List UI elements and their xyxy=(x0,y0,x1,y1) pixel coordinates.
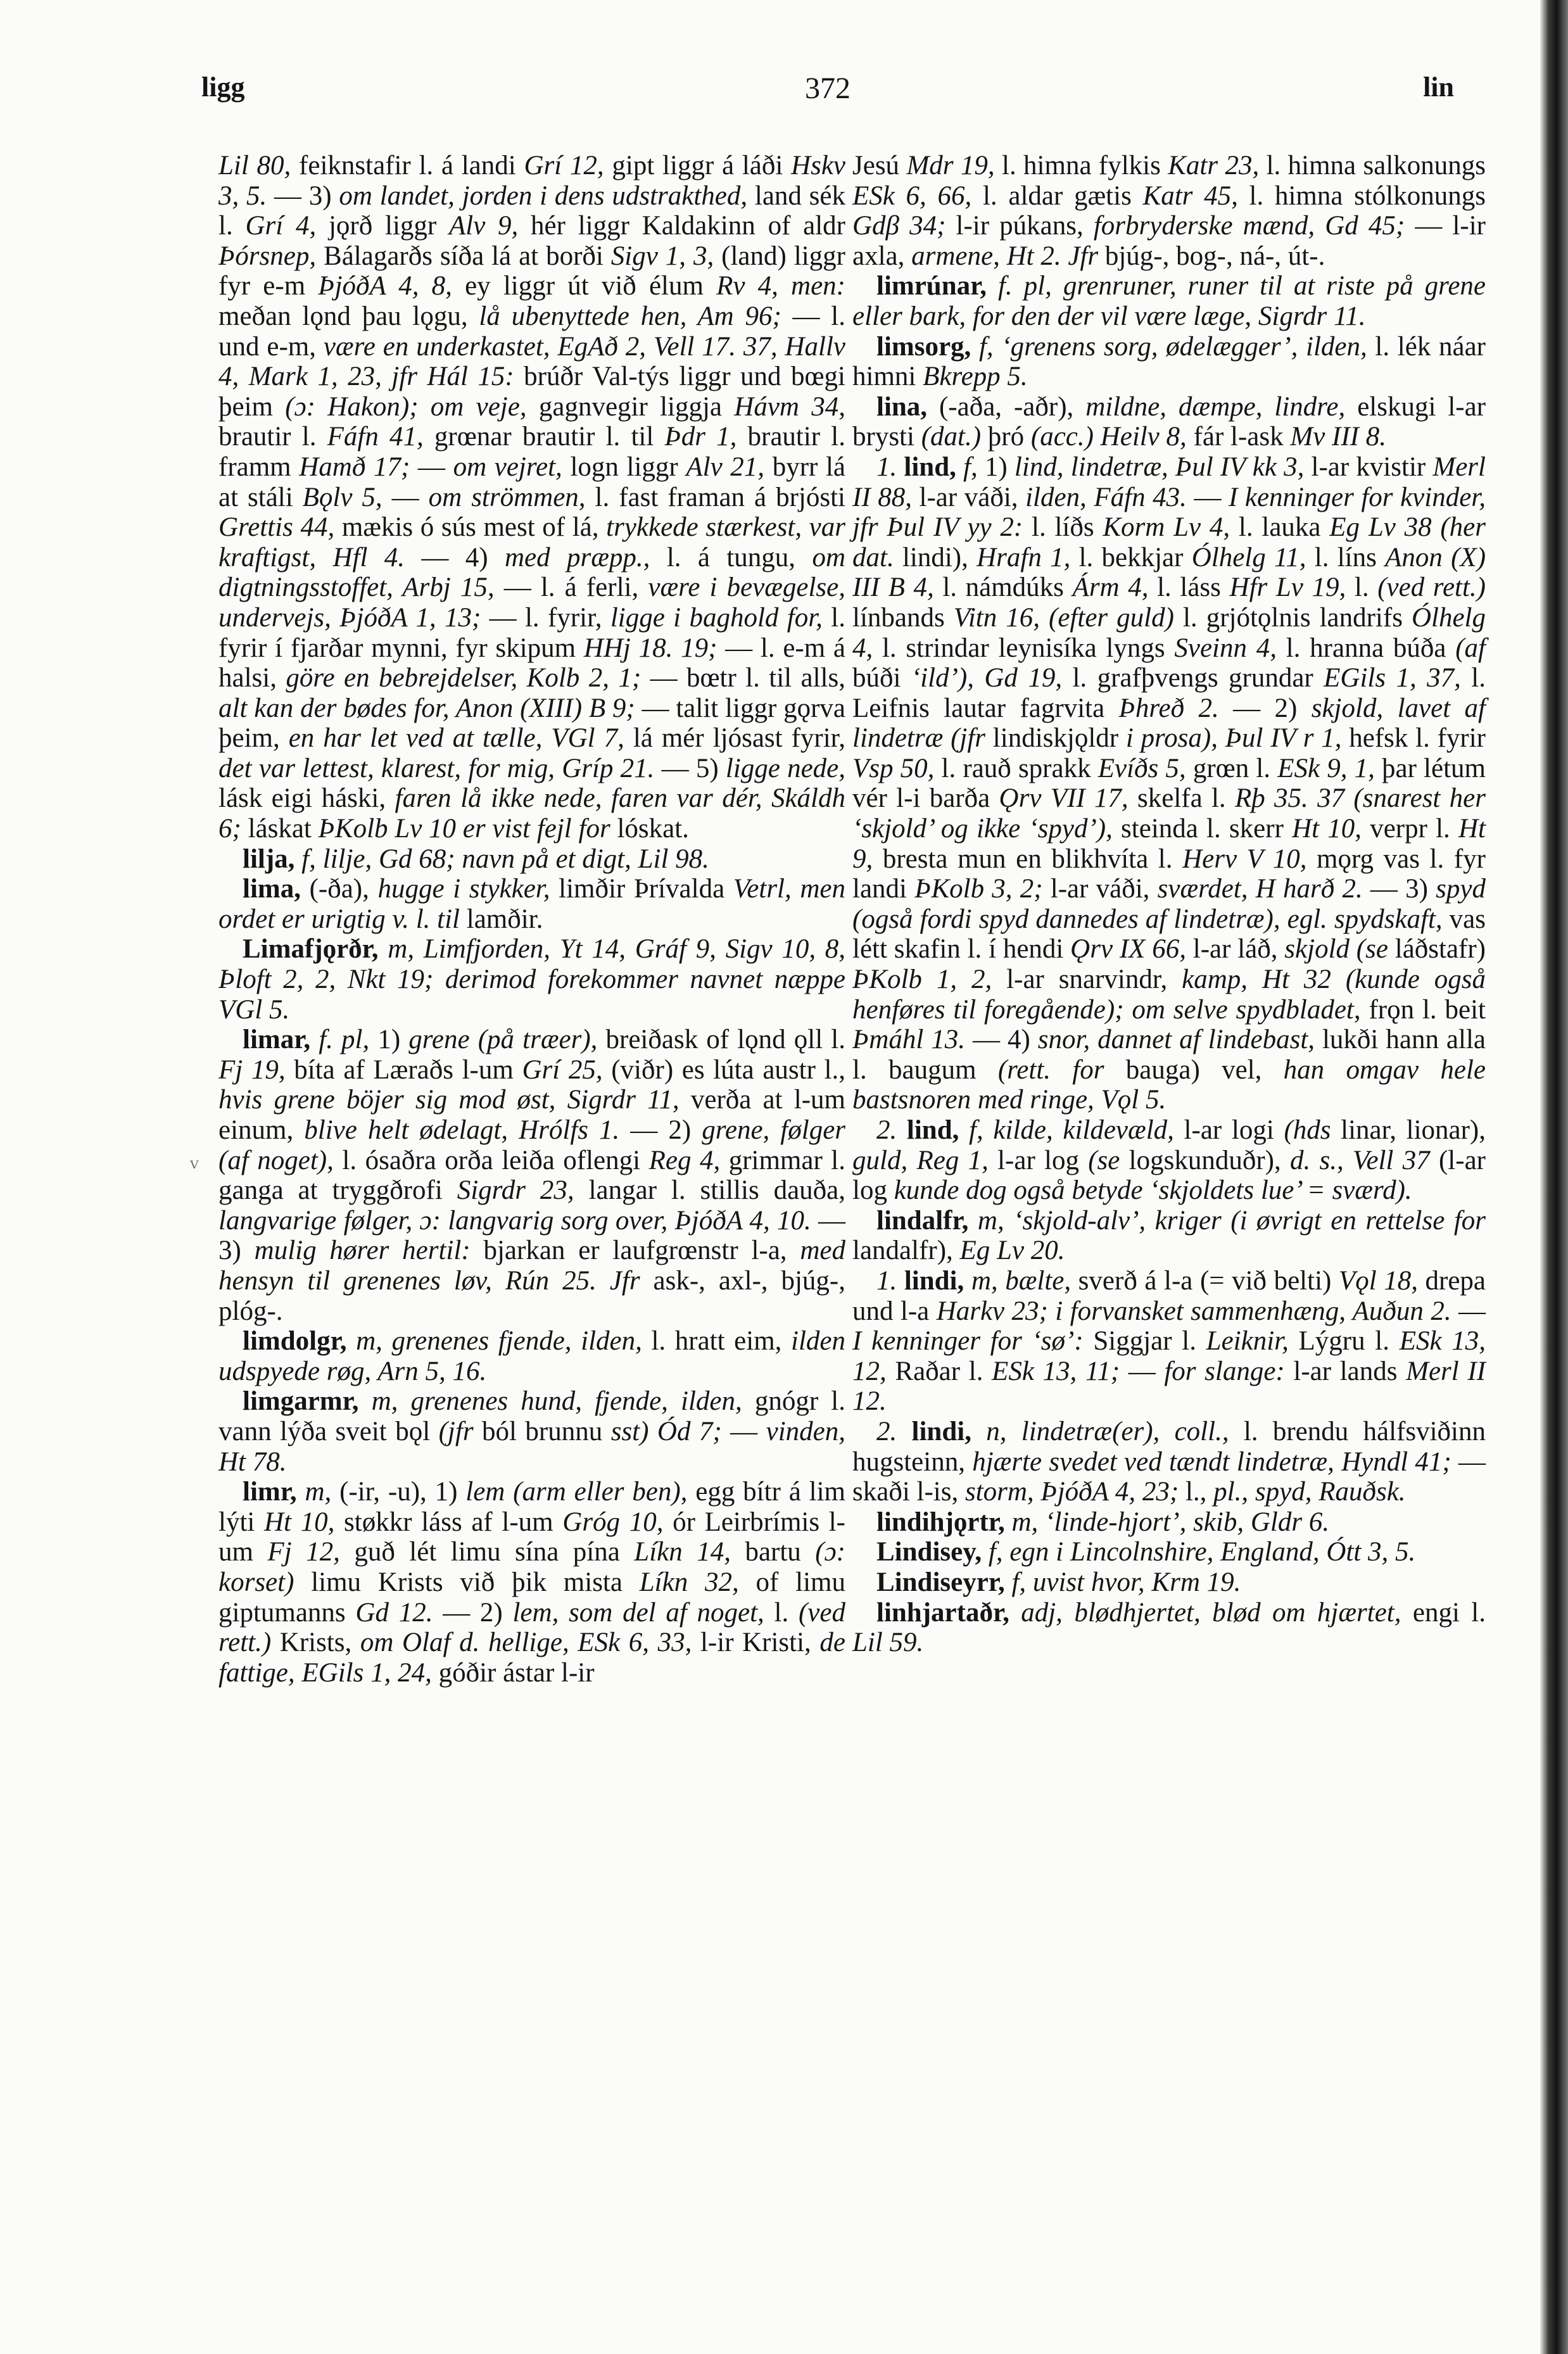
dictionary-entry: limdolgr, m, grenenes fjende, ilden, l. hratt eim, ilden udspyede røg, Arn 5, 16. xyxy=(218,1326,845,1386)
dictionary-entry: lima, (-ða), hugge i stykker, limðir Þrívalda Vetrl, men ordet er urigtig v. l. til lamðir. xyxy=(218,874,845,934)
left-column xyxy=(218,151,845,1688)
dictionary-entry: lilja, f, lilje, Gd 68; navn på et digt, Lil 98. xyxy=(243,844,709,874)
page-edge xyxy=(1540,0,1568,2354)
dictionary-entry: Limafjǫrðr, m, Limfjorden, Yt 14, Gráf 9, Sigv 10, 8, Þloft 2, 2, Nkt 19; derimod forekommer navnet næppe VGl 5. xyxy=(218,934,846,1025)
left-guide-word: ligg xyxy=(201,72,245,103)
dictionary-entry: linhjartaðr, adj, blødhjertet, blød om hjærtet, engi l. Lil 59. xyxy=(852,1597,1486,1658)
dictionary-entry: limgarmr, m, grenenes hund, fjende, ilden, gnógr l. vann lýða sveit bǫl (jfr ból brunnu sst) Ód 7; — vinden, Ht 78. xyxy=(218,1386,846,1477)
dictionary-entry: Jesú Mdr 19, l. himna fylkis Katr 23, l. himna salkonungs ESk 6, 66, l. aldar gætis Katr 45, l. himna stólkonungs Gdβ 34; l-ir púkans, forbryderske mænd, Gd 45; — l-ir axla, armene, Ht 2. Jfr bjúg-, bog-, ná-, út-. xyxy=(852,151,1486,271)
dictionary-entry: 2. lindi, n, lindetræ(er), coll., l. brendu hálfsviðinn hugsteinn, hjærte svedet ved tændt lindetræ, Hyndl 41; — skaði l-is, storm, ÞjóðA 4, 23; l., pl., spyd, Rauðsk. xyxy=(852,1416,1486,1507)
running-head xyxy=(201,71,1454,115)
dictionary-entry: limr, m, (-ir, -u), 1) lem (arm eller ben), egg bítr á lim lýti Ht 10, støkkr láss af l-um Gróg 10, ór Leirbrímis l-um Fj 12, guð lét limu sína pína Líkn 14, bartu (ɔ: korset) limu Krists við þik mista Líkn 32, of limu giptumanns Gd 12. — 2) lem, som del af noget, l. (ved rett.) Krists, om Olaf d. hellige, ESk 6, 33, l-ir Kristi, de fattige, EGils 1, 24, góðir ástar l-ir xyxy=(218,1477,846,1688)
margin-mark: ⱽ xyxy=(190,1158,199,1179)
dictionary-entry: 1. lindi, m, bælte, sverð á l-a (= við belti) Vǫl 18, drepa und l-a Harkv 23; i forvansket sammenhæng, Auðun 2. — I kenninger for ‘sø’: Siggjar l. Leiknir, Lýgru l. ESk 13, 12, Raðar l. ESk 13, 11; — for slange: l-ar lands Merl II 12. xyxy=(852,1265,1486,1417)
dictionary-entry: lina, (-aða, -aðr), mildne, dæmpe, lindre, elskugi l-ar brysti (dat.) þró (acc.) Heilv 8, fár l-ask Mv III 8. xyxy=(852,391,1486,452)
dictionary-entry: Lil 80, feiknstafir l. á landi Grí 12, gipt liggr á láði Hskv 3, 5. — 3) om landet, jorden i dens udstrakthed, land sék l. Grí 4, jǫrð liggr Alv 9, hér liggr Kaldakinn of aldr Þórsnep, Bálagarðs síða lá at borði Sigv 1, 3, (land) liggr fyr e-m ÞjóðA 4, 8, ey liggr út við élum Rv 4, men: meðan lǫnd þau lǫgu, lå ubenyttede hen, Am 96; — l. und e-m, være en underkastet, EgAð 2, Vell 17. 37, Hallv 4, Mark 1, 23, jfr Hál 15: brúðr Val-týs liggr und bœgi þeim (ɔ: Hakon); om veje, gagnvegir liggja Hávm 34, brautir l. Fáfn 41, grœnar brautir l. til Þdr 1, brautir l. framm Hamð 17; — om vejret, logn liggr Alv 21, byrr lá at stáli Bǫlv 5, — om strömmen, l. fast framan á brjósti Grettis 44, mækis ó sús mest of lá, trykkede stærkest, var kraftigst, Hfl 4. — 4) med præpp., l. á tungu, om digtningsstoffet, Arbj 15, — l. á ferli, være i bevægelse, undervejs, ÞjóðA 1, 13; — l. fyrir, ligge i baghold for, l. fyrir í fjarðar mynni, fyr skipum HHj 18. 19; — l. e-m á halsi, göre en bebrejdelser, Kolb 2, 1; — bœtr l. til alls, alt kan der bødes for, Anon (XIII) B 9; — talit liggr gǫrva þeim, en har let ved at tælle, VGl 7, lá mér ljósast fyrir, det var lettest, klarest, for mig, Gríp 21. — 5) ligge nede, lásk eigi háski, faren lå ikke nede, faren var dér, Skáldh 6; láskat ÞKolb Lv 10 er vist fejl for lóskat. xyxy=(218,151,846,844)
dictionary-entry: limar, f. pl, 1) grene (på træer), breiðask of lǫnd ǫll l. Fj 19, bíta af Læraðs l-um Grí 25, (viðr) es lúta austr l., hvis grene böjer sig mod øst, Sigrdr 11, verða at l-um einum, blive helt ødelagt, Hrólfs 1. — 2) grene, følger (af noget), l. ósaðra orða leiða oflengi Reg 4, grimmar l. ganga at tryggðrofi Sigrdr 23, langar l. stillis dauða, langvarige følger, ɔ: langvarig sorg over, ÞjóðA 4, 10. — 3) mulig hører hertil: bjarkan er laufgrœnstr l-a, med hensyn til grenenes løv, Rún 25. Jfr ask-, axl-, bjúg-, plóg-. xyxy=(218,1025,846,1326)
dictionary-entry: 1. lind, f, 1) lind, lindetræ, Þul IV kk 3, l-ar kvistir Merl II 88, l-ar váði, ilden, Fáfn 43. — I kenninger for kvinder, jfr Þul IV yy 2: l. líðs Korm Lv 4, l. lauka Eg Lv 38 (her dat. lindi), Hrafn 1, l. bekkjar Ólhelg 11, l. líns Anon (X) III B 4, l. námdúks Árm 4, l. láss Hfr Lv 19, l. (ved rett.) línbands Vitn 16, (efter guld) l. grjótǫlnis landrifs Ólhelg 4, l. strindar leynisíka lyngs Sveinn 4, l. hranna búða (af búði ‘ild’), Gd 19, l. grafþvengs grundar EGils 1, 37, l. Leifnis lautar fagrvita Þhreð 2. — 2) skjold, lavet af lindetræ (jfr lindiskjǫldr i prosa), Þul IV r 1, hefsk l. fyrir Vsp 50, l. rauð sprakk Evíðs 5, grœn l. ESk 9, 1, þar létum vér l-i barða Ǫrv VII 17, skelfa l. Rþ 35. 37 (snarest her ‘skjold’ og ikke ‘spyd’), steinda l. skerr Ht 10, verpr l. Ht 9, bresta mun en blikhvíta l. Herv V 10, mǫrg vas l. fyr landi ÞKolb 3, 2; l-ar váði, sværdet, H harð 2. — 3) spyd (også fordi spyd dannedes af lindetræ), egl. spydskaft, vas létt skafin l. í hendi Ǫrv IX 66, l-ar láð, skjold (se láðstafr) ÞKolb 1, 2, l-ar snarvindr, kamp, Ht 32 (kunde også henføres til foregående); om selve spydbladet, frǫn l. beit Þmáhl 13. — 4) snor, dannet af lindebast, lukði hann alla l. baugum (rett. for bauga) vel, han omgav hele bastsnoren med ringe, Vǫl 5. xyxy=(852,452,1486,1115)
dictionary-entry: limrúnar, f. pl, grenruner, runer til at riste på grene eller bark, for den der vil være læge, Sigrdr 11. xyxy=(852,271,1486,331)
right-column xyxy=(852,151,1486,1658)
dictionary-entry: Lindisey, f, egn i Lincolnshire, England, Ótt 3, 5. xyxy=(876,1537,1416,1567)
page-number: 372 xyxy=(805,72,850,105)
dictionary-entry: lindalfr, m, ‘skjold-alv’, kriger (i øvrigt en rettelse for landalfr), Eg Lv 20. xyxy=(852,1205,1486,1266)
right-guide-word: lin xyxy=(1423,72,1454,103)
dictionary-entry: lindihjǫrtr, m, ‘linde-hjort’, skib, Gldr 6. xyxy=(876,1507,1330,1537)
dictionary-entry: limsorg, f, ‘grenens sorg, ødelægger’, ilden, l. lék náar himni Bkrepp 5. xyxy=(852,331,1486,392)
dictionary-entry: Lindiseyrr, f, uvist hvor, Krm 19. xyxy=(876,1567,1241,1597)
dictionary-entry: 2. lind, f, kilde, kildevæld, l-ar logi (hds linar, lionar), guld, Reg 1, l-ar log (se logskunduðr), d. s., Vell 37 (l-ar log kunde dog også betyde ‘skjoldets lue’ = sværd). xyxy=(852,1115,1486,1206)
